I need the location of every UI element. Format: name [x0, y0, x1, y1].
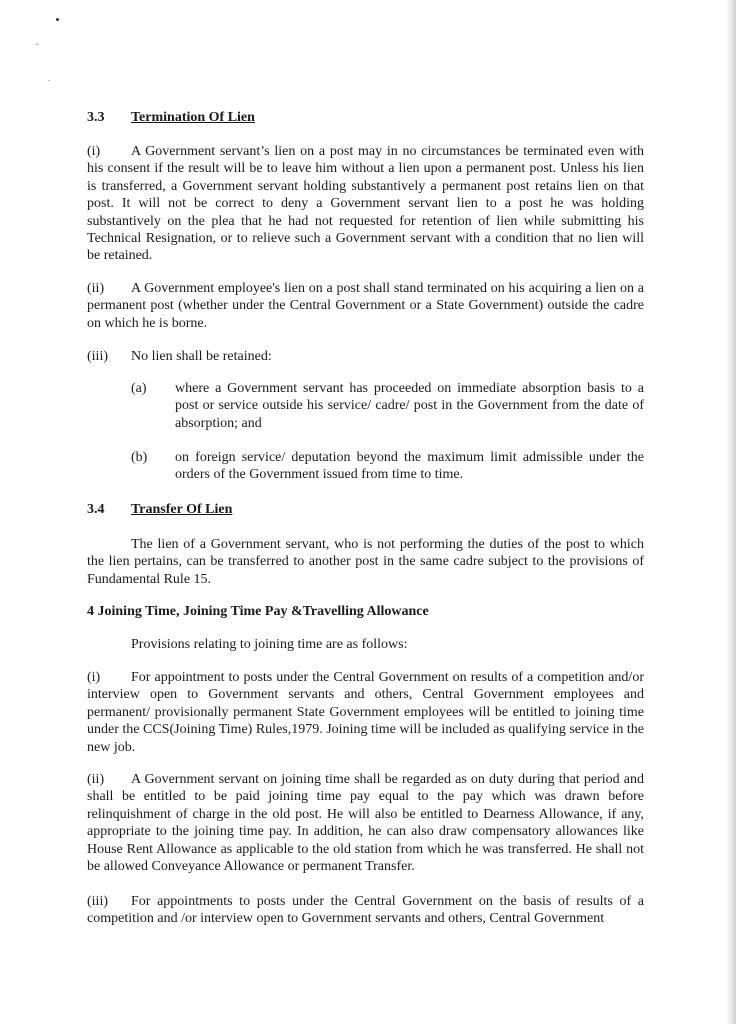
scan-speck: [48, 80, 50, 81]
paragraph-text: The lien of a Government servant, who is not performing the duties of the post to which the lien pertains, can be transferred to another post in the same cadre subject to the provisions of Fundamental Rule 15.: [87, 537, 644, 587]
paragraph-3-3-i: [87, 143, 644, 265]
scan-speck: [56, 18, 59, 21]
subitem-b-text: on foreign service/ deputation beyond the maximum limit admissible under the orders of the Government issued from time to time.: [175, 450, 644, 483]
paragraph-4-i: [87, 669, 644, 756]
paragraph-marker: (ii): [87, 772, 105, 787]
paragraph-text: A Government employee's lien on a post shall stand terminated on his acquiring a lien on a permanent post (whether under the Central Government or a State Government) outside the cadre on which he is borne.: [87, 281, 644, 331]
section-title: Transfer Of Lien: [131, 502, 233, 517]
section-heading-3-3: [87, 109, 255, 126]
paragraph-text: For appointment to posts under the Central Government on results of a competition and/or interview open to Government servants and others, Central Government employees and permanent/ provisionally permanent State Government employees will be entitled to joining time under the CCS(Joining Time) Rules,1979. Joining time will be included as qualifying service in the new job.: [87, 670, 644, 755]
paragraph-text: A Government servant on joining time shall be regarded as on duty during that period and shall be entitled to be paid joining time pay equal to the pay which was drawn before relinquishment of charge in the old post. He will also be entitled to Dearness Allowance, if any, appropriate to the joining time pay. In addition, he can also draw compensatory allowances like House Rent Allowance as applicable to the old station from which he was transferred. He shall not be allowed Conveyance Allowance or permanent Transfer.: [87, 772, 644, 875]
paragraph-marker: (i): [87, 670, 101, 685]
section-number: 3.3: [87, 110, 105, 125]
paragraph-marker: (i): [87, 144, 101, 159]
paragraph-text: Provisions relating to joining time are as follows:: [131, 637, 408, 652]
subitem-b-marker: (b): [131, 450, 148, 465]
scan-speck: [36, 44, 38, 45]
paragraph-4-ii: [87, 771, 644, 875]
paragraph-3-3-iii: [87, 348, 272, 365]
section-title: Termination Of Lien: [131, 110, 255, 125]
paragraph-marker: (iii): [87, 894, 108, 909]
paragraph-text: A Government servant’s lien on a post may in no circumstances be terminated even with his consent if the result will be to leave him without a lien upon a permanent post. Unless his lien is transferred, a Government servant holding substantively a permanent post retains lien on that post. It will not be correct to deny a Government servant lien to a post he was holding substantively on the plea that he had not requested for retention of lien while submitting his Technical Resignation, or to relieve such a Government servant with a condition that no lien will be retained.: [87, 144, 644, 264]
section-heading-3-4: [87, 501, 232, 518]
section-heading-4: 4 Joining Time, Joining Time Pay &Travelling Allowance: [87, 604, 429, 619]
subitem-a-marker: (a): [131, 381, 147, 396]
paragraph-marker: (ii): [87, 281, 105, 296]
paragraph-text: No lien shall be retained:: [131, 349, 272, 364]
subitem-a-text: where a Government servant has proceeded on immediate absorption basis to a post or service outside his service/ cadre/ post in the Government from the date of absorption; and: [175, 381, 644, 431]
paragraph-3-3-ii: [87, 280, 644, 332]
paragraph-4-iii: [87, 893, 644, 928]
page-edge-shadow: [726, 0, 736, 1024]
paragraph-text: For appointments to posts under the Central Government on the basis of results of a competition and /or interview open to Government servants and others, Central Government: [87, 894, 644, 927]
paragraph-3-4: [87, 536, 644, 588]
paragraph-marker: (iii): [87, 349, 108, 364]
section-number: 3.4: [87, 502, 105, 517]
section-4-intro: [87, 636, 407, 653]
